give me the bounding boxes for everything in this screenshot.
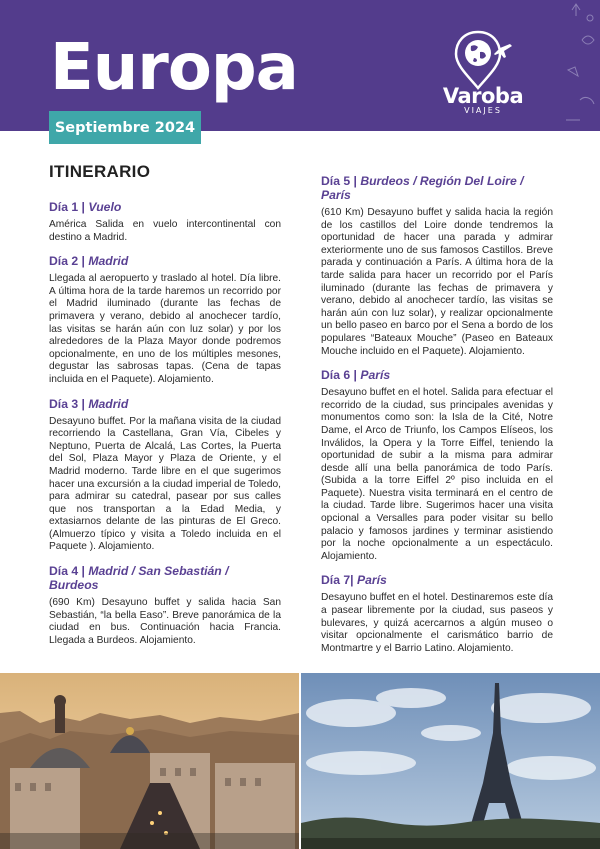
day-place: París: [356, 573, 387, 588]
day-heading: [321, 573, 553, 587]
day-heading: [321, 368, 553, 382]
day-place: Madrid / San Sebastián / Burdeos: [49, 564, 229, 593]
decorative-line-art: [560, 0, 600, 131]
day-description: Llegada al aeropuerto y traslado al hotel. Día libre. A última hora de la tarde haremos un recorrido por el Madrid iluminado (durante las fechas de primavera y verano, debido al anochecer tardío, las visitas se harán aún con luz solar) y por los alrededores de la Plaza Mayor donde podremos opcionalmente, en uno de los múltiples mesones, degustar las sabrosas tapas. (Cena de tapas incluida en el Paquete). Alojamiento.: [49, 273, 281, 385]
day-label: Día 6 |: [321, 368, 361, 383]
day-heading: [49, 397, 281, 411]
day-label: Día 1 |: [49, 200, 89, 214]
page-title: Europa: [50, 31, 298, 105]
day-place: París: [360, 368, 391, 383]
day-item: [49, 397, 281, 555]
itinerary-column-left: [49, 162, 281, 657]
day-description: (610 Km) Desayuno buffet y salida hacia la región de los castillos del Loire donde tendremos la oportunidad de hacer una parada y admirar exteriormente uno de sus famosos Castillos. Breve parada y continuación a París. A última hora de la tarde salida para hacer un recorrido por el París iluminado (durante las fechas de primavera y verano, debido al anochecer tardío, las visitas se harán aún con luz solar), y realizar opcionalmente un bello paseo en barco por el Sena a bordo de los populares “Bateaux Mouche” (Paseo en Bateaux Mouche incluido en el Paquete). Alojamiento.: [321, 207, 553, 357]
day-label: Día 2 |: [49, 254, 89, 269]
date-badge: Septiembre 2024: [49, 111, 201, 144]
day-item: [321, 368, 553, 563]
day-item: [49, 200, 281, 244]
day-heading: [49, 564, 281, 592]
day-place: Madrid: [88, 254, 129, 269]
eiffel-tower-photo: [301, 673, 600, 849]
day-item: [49, 564, 281, 647]
day-place: Vuelo: [88, 200, 122, 214]
day-label: Día 4 |: [49, 564, 89, 579]
brand-subtitle: VIAJES: [464, 106, 502, 115]
day-label: Día 5 |: [321, 174, 361, 188]
day-label: Día 3 |: [49, 396, 89, 411]
day-place: Burdeos / Región Del Loire / París: [321, 174, 524, 202]
itinerary-heading: ITINERARIO: [49, 162, 151, 181]
day-item: [321, 573, 553, 655]
itinerary-column-right: [321, 174, 553, 665]
day-heading: [49, 200, 281, 214]
photo-strip: [0, 673, 600, 849]
madrid-skyline-photo: [0, 673, 299, 849]
day-item: [49, 254, 281, 386]
day-description: América Salida en vuelo intercontinental con destino a Madrid.: [49, 219, 281, 243]
brand-name: Varoba: [442, 84, 524, 108]
day-heading: [49, 254, 281, 268]
day-description: Desayuno buffet. Por la mañana visita de la ciudad recorriendo la Castellana, Gran Vía, Cibeles y Neptuno, Puerta de Alcalá, Las Cortes, la Puerta del Sol, Plaza Mayor y Plaza de Oriente, y el Madrid moderno. Tarde libre en el que sugerimos hacer una excursión a la ciudad imperial de Toledo, para admirar su catedral, pasear por sus calles que nos transportan a la Edad Media, y extasiarnos delante de las pinturas de El Greco. (Almuerzo típico y visita a Toledo incluida en el Paquete ). Alojamiento.: [49, 415, 282, 553]
day-label: Día 7|: [321, 573, 357, 588]
day-place: Madrid: [88, 396, 129, 411]
day-description: Desayuno buffet en el hotel. Destinaremos este día a pasear libremente por la ciudad, sus paseos y bulevares, y quizá acercarnos a algún museo o visitar opcionalmente el carismático barrio de Montmartre y el Barrio Latino. Alojamiento.: [321, 592, 553, 654]
day-description: Desayuno buffet en el hotel. Salida para efectuar el recorrido de la ciudad, sus principales avenidas y monumentos como son: la Isla de la Cité, Notre Dame, el Arco de Triunfo, los Campos Elíseos, los Inválidos, la Opera y la Torre Eiffel, teniendo la oportunidad de subir a la misma para admirar desde allí una bella panorámica de todo París. (Subida a la torre Eiffel 2º piso incluida en el Paquete). Nuestra visita terminará en el centro de la ciudad. Tarde libre. Sugerimos hacer una visita opcional a Versalles para poder visitar su bello palacio y famosos jardines y terminar asistiendo por la noche opcionalmente a un espectáculo. Alojamiento.: [321, 387, 553, 562]
day-item: [321, 174, 553, 358]
day-heading: [321, 174, 553, 202]
day-description: (690 Km) Desayuno buffet y salida hacia San Sebastián, “la bella Easo”. Breve panorámica de la ciudad en bus. Continuación hacia Francia. Llegada a Burdeos. Alojamiento.: [49, 597, 281, 646]
